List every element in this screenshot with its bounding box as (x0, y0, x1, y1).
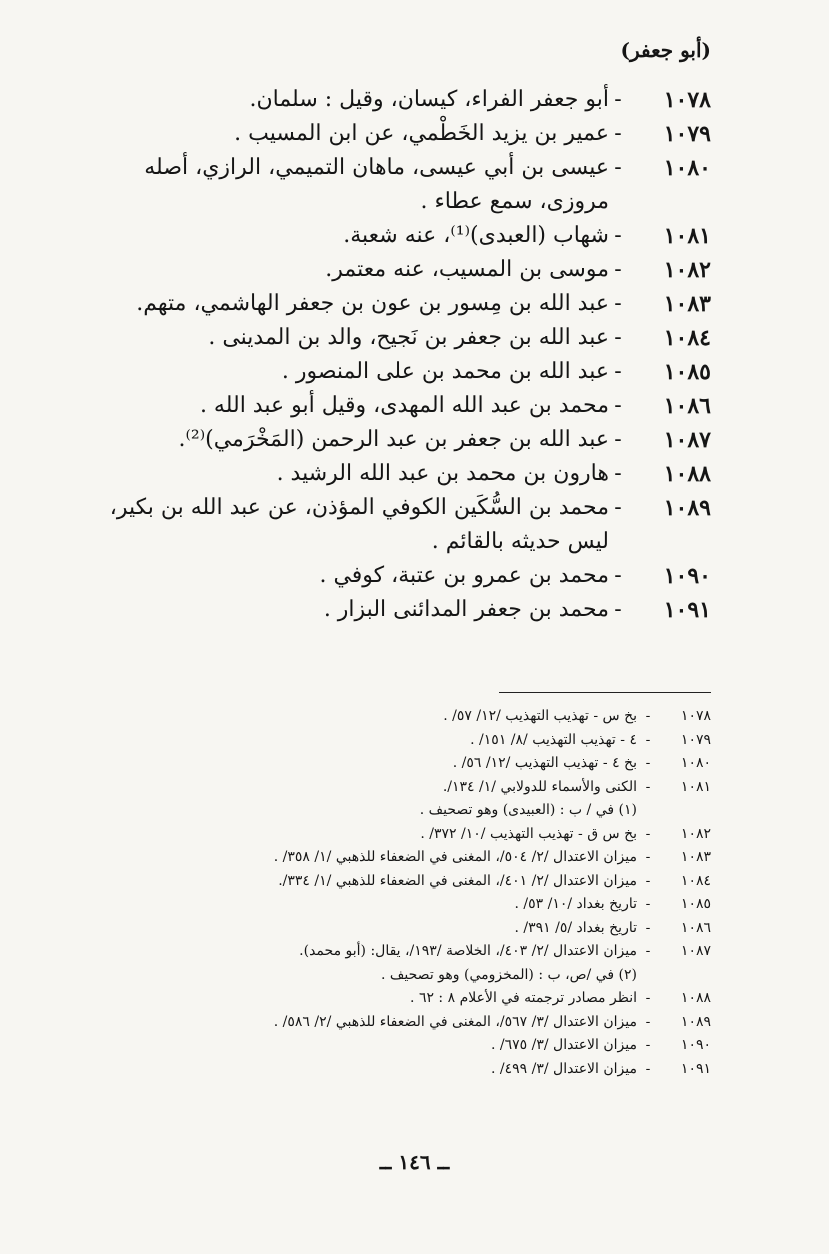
footnote-dash: - (645, 919, 651, 936)
footnote-number: ١٠٨٨ (680, 990, 711, 1006)
footnote-number: ١٠٨٣ (680, 849, 711, 865)
entry-1091 (70, 593, 711, 627)
entry-dash: - (614, 121, 622, 146)
entry-number: ١٠٨٦ (663, 393, 711, 419)
footnote-1083 (130, 846, 711, 870)
entry-text: عبد الله بن محمد بن على المنصور . (281, 359, 609, 384)
footnote-1089 (130, 1011, 711, 1035)
entry-dash: - (614, 291, 622, 316)
entry-text: عبد الله بن جعفر بن عبد الرحمن (المَخْرَمي)⁽²⁾. (178, 427, 609, 452)
entry-dash: - (614, 563, 622, 588)
footnote-number: ١٠٨٤ (680, 872, 711, 889)
footnote-text: تاريخ بغداد /١٠/ ٥٣/ . (514, 896, 637, 912)
entry-dash: - (614, 597, 622, 622)
footnote-text: تاريخ بغداد /٥/ ٣٩١/ . (514, 919, 637, 936)
footnote-text: انظر مصادر ترجمته في الأعلام ٨ : ٦٢ . (410, 990, 637, 1006)
entry-number: ١٠٨٠ (663, 155, 711, 181)
footnote-dash: - (645, 1037, 651, 1053)
entry-dash: - (614, 393, 622, 418)
entry-number: ١٠٨٧ (663, 427, 711, 453)
entry-1088 (70, 457, 711, 491)
footnote-text: بخ س ق - تهذيب التهذيب /١٠/ ٣٧٢/ . (420, 825, 637, 842)
footnote-dash: - (645, 990, 651, 1006)
footnote-text: ميزان الاعتدال /٣/ ٤٩٩/ . (491, 1060, 637, 1077)
footnote-dash: - (645, 1013, 651, 1030)
footnote-list (130, 705, 711, 1081)
entry-text: محمد بن السُّكَين الكوفي المؤذن، عن عبد الله بن بكير، ليس حديثه بالقائم . (109, 495, 609, 554)
footnote-number: ١٠٨٥ (680, 896, 711, 912)
footnote-separator (499, 692, 711, 693)
footnote-number: ١٠٨٦ (680, 919, 711, 936)
entry-1085 (70, 355, 711, 389)
footnote-1081 (130, 776, 711, 800)
entry-text: عيسى بن أبي عيسى، ماهان التميمي، الرازي، أصله مروزى، سمع عطاء . (144, 155, 609, 214)
footnote-dash: - (645, 731, 651, 748)
footnote-text: بخ ٤ - تهذيب التهذيب /١٢/ ٥٦/ . (452, 755, 637, 771)
entry-1081 (70, 219, 711, 253)
running-header: (أبو جعفر) (620, 38, 711, 62)
footnote-1080 (130, 752, 711, 776)
variant-note-1: (١) في / ب : (العبيدى) وهو تصحيف . (419, 802, 637, 818)
footnote-text: ميزان الاعتدال /٣/ ٦٧٥/ . (491, 1037, 637, 1053)
footnote-number: ١٠٨٧ (680, 943, 711, 959)
footnote-number: ١٠٧٩ (680, 731, 711, 748)
entry-dash: - (614, 257, 622, 282)
entry-text: هارون بن محمد بن عبد الله الرشيد . (276, 461, 609, 486)
footnote-dash: - (645, 943, 651, 959)
footnote-1078 (130, 705, 711, 729)
footnote-number: ١٠٨١ (680, 778, 711, 795)
entry-dash: - (614, 325, 622, 350)
entry-dash: - (614, 87, 622, 112)
entry-1078 (70, 83, 711, 117)
entry-1083 (70, 287, 711, 321)
footnote-1091 (130, 1058, 711, 1082)
entry-dash: - (614, 427, 622, 452)
footnote-1088 (130, 987, 711, 1011)
entry-1084 (70, 321, 711, 355)
entry-text: شهاب (العبدى)⁽¹⁾، عنه شعبة. (343, 223, 609, 248)
entry-text: محمد بن عمرو بن عتبة، كوفي . (319, 563, 609, 588)
footnote-number: ١٠٨٠ (680, 755, 711, 771)
footnote-text: بخ س - تهذيب التهذيب /١٢/ ٥٧/ . (443, 708, 637, 724)
entry-number: ١٠٨٣ (663, 291, 711, 317)
entry-1090 (70, 559, 711, 593)
entry-dash: - (614, 359, 622, 384)
footnote-dash: - (645, 755, 651, 771)
footnote-1084 (130, 870, 711, 894)
footnote-dash: - (645, 778, 651, 795)
footnote-dash: - (645, 872, 651, 889)
footnote-text: ٤ - تهذيب التهذيب /٨/ ١٥١/ . (470, 731, 637, 748)
entry-1087 (70, 423, 711, 457)
entry-list (70, 83, 711, 627)
entry-text: عمير بن يزيد الخَطْمي، عن ابن المسيب . (234, 121, 609, 146)
entry-number: ١٠٩٠ (663, 563, 711, 589)
footnote-dash: - (645, 849, 651, 865)
footnote-dash: - (645, 896, 651, 912)
footnote-dash: - (645, 1060, 651, 1077)
entry-text: محمد بن جعفر المدائنى البزار . (323, 597, 609, 622)
entry-number: ١٠٧٩ (663, 121, 711, 147)
footnote-1087 (130, 940, 711, 964)
entry-dash: - (614, 495, 622, 520)
footnote-number: ١٠٨٢ (680, 825, 711, 842)
entry-1082 (70, 253, 711, 287)
entry-1089 (70, 491, 711, 559)
entry-text: أبو جعفر الفراء، كيسان، وقيل : سلمان. (249, 87, 609, 112)
entry-number: ١٠٧٨ (663, 87, 711, 113)
entry-text: عبد الله بن جعفر بن نَجيح، والد بن المدينى . (208, 325, 609, 350)
footnote-dash: - (645, 825, 651, 842)
footnote-1090 (130, 1034, 711, 1058)
page-number: ــ ١٤٦ ــ (379, 1150, 450, 1174)
entry-number: ١٠٨٢ (663, 257, 711, 283)
footnote-1086 (130, 917, 711, 941)
entry-number: ١٠٩١ (663, 597, 711, 623)
footnote-number: ١٠٧٨ (680, 708, 711, 724)
entry-text: محمد بن عبد الله المهدى، وقيل أبو عبد الله . (199, 393, 609, 418)
footnote-text: ميزان الاعتدال /٢/ ٥٠٤/، المغنى في الضعفاء للذهبي /١/ ٣٥٨/ . (273, 849, 637, 865)
footnote-number: ١٠٩١ (680, 1060, 711, 1077)
footnote-text: الكنى والأسماء للدولابي /١/ ١٣٤/. (442, 778, 637, 795)
footnote-1079 (130, 729, 711, 753)
entry-text: موسى بن المسيب، عنه معتمر. (325, 257, 609, 282)
footnote-text: ميزان الاعتدال /٣/ ٥٦٧/، المغنى في الضعفاء للذهبي /٢/ ٥٨٦/ . (273, 1013, 637, 1030)
entry-text: عبد الله بن مِسور بن عون بن جعفر الهاشمي، متهم. (136, 291, 609, 316)
variant-note-2: (٢) في /ص، ب : (المخزومي) وهو تصحيف . (381, 966, 637, 983)
entry-1086 (70, 389, 711, 423)
footnote-text: ميزان الاعتدال /٢/ ٤٠٣/، الخلاصة /١٩٣/، يقال: (أبو محمد). (299, 943, 637, 959)
footnote-number: ١٠٩٠ (680, 1037, 711, 1053)
entry-number: ١٠٨٤ (663, 325, 711, 351)
entry-number: ١٠٨٩ (663, 495, 711, 521)
footnote-text: ميزان الاعتدال /٢/ ٤٠١/، المغنى في الضعفاء للذهبي /١/ ٣٣٤/. (278, 872, 637, 889)
entry-number: ١٠٨٨ (663, 461, 711, 487)
entry-dash: - (614, 223, 622, 248)
footnote-dash: - (645, 708, 651, 724)
entry-dash: - (614, 155, 622, 180)
footnote-1082 (130, 823, 711, 847)
entry-1079 (70, 117, 711, 151)
footnote-number: ١٠٨٩ (680, 1013, 711, 1030)
entry-number: ١٠٨٥ (663, 359, 711, 385)
entry-dash: - (614, 461, 622, 486)
footnote-1085 (130, 893, 711, 917)
entry-1080 (70, 151, 711, 219)
entry-number: ١٠٨١ (663, 223, 711, 249)
